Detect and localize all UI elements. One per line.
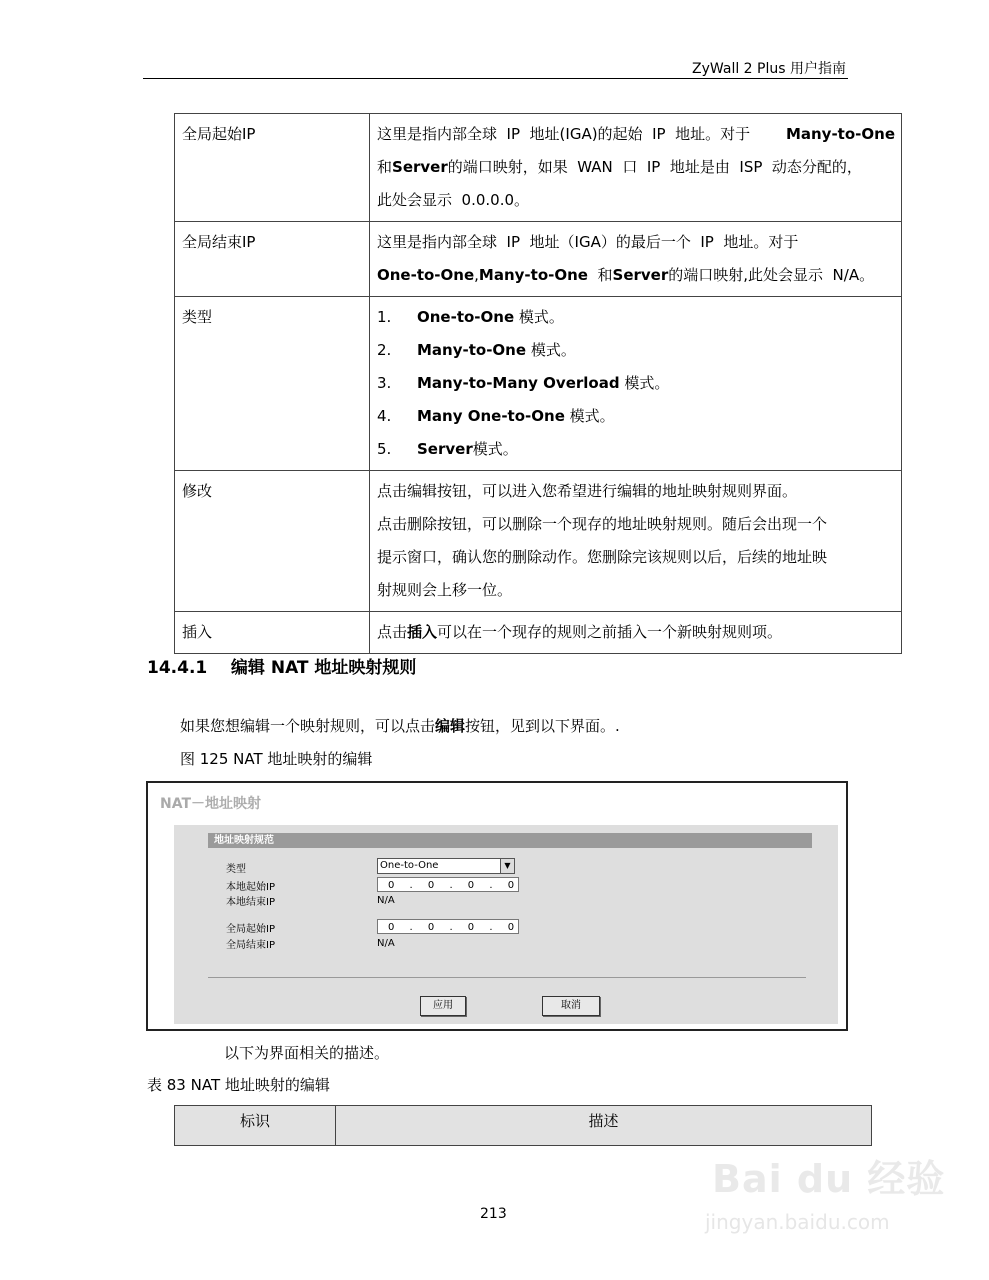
- description-table: [174, 113, 902, 654]
- after-text: 以下为界面相关的描述。: [224, 1044, 390, 1062]
- watermark-brand: Bai du 经验: [712, 1157, 946, 1201]
- desc-line: 此处会显示 0.0.0.0。: [377, 191, 530, 209]
- section-number: 14.4.1: [147, 658, 208, 678]
- table-row: [175, 471, 902, 612]
- row-label: 类型: [175, 297, 370, 471]
- desc-line: 和Server的端口映射，如果 WAN 口 IP 地址是由 ISP 动态分配的，: [377, 158, 862, 176]
- desc-bold: Many-to-One: [785, 125, 895, 143]
- list-item: 4. Many One-to-One 模式。: [377, 407, 615, 425]
- row-label: 修改: [175, 471, 370, 612]
- global-start-ip-input[interactable]: 0 . 0 . 0 . 0: [377, 919, 519, 934]
- nat-screenshot: [146, 781, 848, 1031]
- column-header-label: 标识: [175, 1106, 336, 1146]
- watermark-url: jingyan.baidu.com: [705, 1210, 890, 1234]
- desc-line: 点击删除按钮，可以删除一个现存的地址映射规则。随后会出现一个: [377, 515, 828, 533]
- table-row: [175, 612, 902, 654]
- row-label: 全局结束IP: [175, 222, 370, 297]
- list-item: 1. One-to-One 模式。: [377, 308, 564, 326]
- divider: [208, 977, 806, 978]
- field-table: [174, 1105, 872, 1146]
- type-label: 类型: [226, 864, 246, 875]
- table-header-row: [175, 1106, 872, 1146]
- list-item: 3. Many-to-Many Overload 模式。: [377, 374, 670, 392]
- figure-caption: 图 125 NAT 地址映射的编辑: [180, 750, 373, 768]
- desc-line: 提示窗口，确认您的删除动作。您删除完该规则以后，后续的地址映: [377, 548, 828, 566]
- desc-line: 射规则会上移一位。: [377, 581, 513, 599]
- screenshot-panel: [174, 825, 838, 1024]
- local-end-label: 本地结束IP: [226, 897, 275, 908]
- row-description: [370, 471, 902, 612]
- list-item: 2. Many-to-One 模式。: [377, 341, 576, 359]
- row-description: [370, 297, 902, 471]
- local-start-ip-input[interactable]: 0 . 0 . 0 . 0: [377, 877, 519, 892]
- desc-line: 这里是指内部全球 IP 地址（IGA）的最后一个 IP 地址。对于: [377, 233, 799, 251]
- section-title: 编辑 NAT 地址映射规则: [230, 658, 417, 678]
- row-description: 点击插入可以在一个现存的规则之前插入一个新映射规则项。: [370, 612, 902, 654]
- header-rule: [143, 78, 848, 79]
- desc-line: One-to-One,Many-to-One 和Server的端口映射,此处会显示 N/A。: [377, 266, 875, 284]
- page-number: 213: [480, 1206, 507, 1222]
- global-end-value: N/A: [377, 938, 395, 949]
- page-header: ZyWall 2 Plus 用户指南: [692, 61, 846, 77]
- cancel-button[interactable]: 取消: [542, 996, 600, 1016]
- type-select-value: One-to-One: [380, 860, 439, 871]
- desc-line: 点击编辑按钮，可以进入您希望进行编辑的地址映射规则界面。: [377, 482, 798, 500]
- intro-paragraph: 如果您想编辑一个映射规则，可以点击编辑按钮，见到以下界面。.: [180, 717, 620, 735]
- global-start-label: 全局起始IP: [226, 924, 275, 935]
- desc-line: 这里是指内部全球 IP 地址(IGA)的起始 IP 地址。对于: [377, 125, 751, 143]
- table-caption: 表 83 NAT 地址映射的编辑: [147, 1076, 330, 1094]
- chevron-down-icon[interactable]: ▼: [500, 859, 514, 873]
- global-end-label: 全局结束IP: [226, 940, 275, 951]
- apply-button[interactable]: 应用: [420, 996, 466, 1016]
- panel-title: 地址映射规范: [208, 833, 812, 848]
- row-label: 插入: [175, 612, 370, 654]
- screenshot-title: NAT－地址映射: [160, 796, 262, 812]
- table-row: [175, 114, 902, 222]
- local-end-value: N/A: [377, 895, 395, 906]
- row-label: 全局起始IP: [175, 114, 370, 222]
- table-row: [175, 297, 902, 471]
- list-item: 5. Server模式。: [377, 440, 518, 458]
- row-description: [370, 222, 902, 297]
- table-row: [175, 222, 902, 297]
- type-select[interactable]: [377, 858, 515, 874]
- local-start-label: 本地起始IP: [226, 882, 275, 893]
- column-header-description: 描述: [336, 1106, 872, 1146]
- row-description: [370, 114, 902, 222]
- section-heading: [147, 653, 416, 678]
